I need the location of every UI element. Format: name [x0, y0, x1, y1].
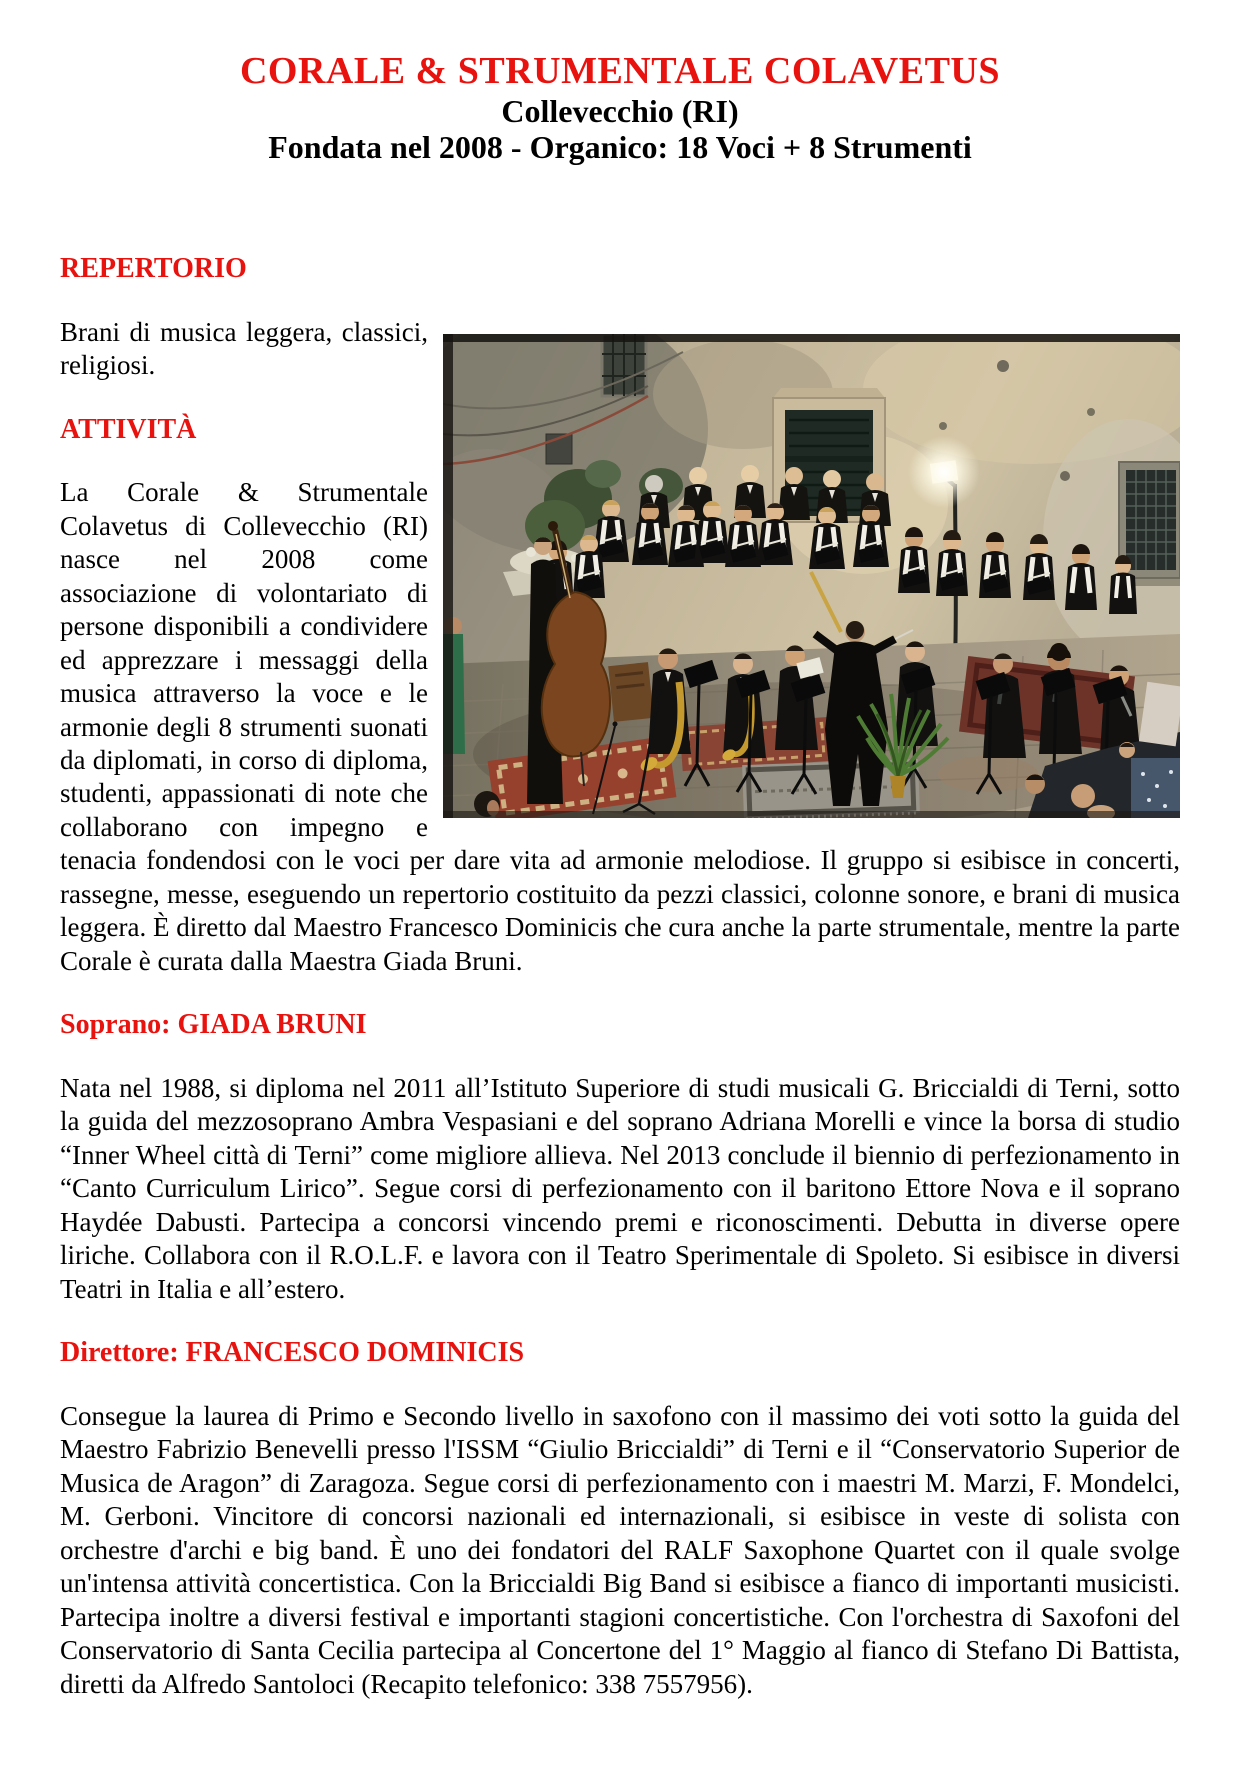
concert-photo [443, 334, 1180, 818]
document-body [60, 252, 1180, 1701]
concert-photo-illustration [443, 334, 1180, 818]
direttore-bio-text: Consegue la laurea di Primo e Secondo livello in saxofono con il massimo dei voti sotto la guida del Maestro Fabrizio Benevelli presso l'ISSM “Giulio Briccialdi” di Terni e il “Conservatorio Superior de Musica de Aragon” di Zaragoza. Segue corsi di perfezionamento con i maestri M. Marzi, F. Mondelci, M. Gerboni. Vincitore di concorsi nazionali ed internazionali, si esibisce in veste di solista con orchestre d'archi e big band. È uno dei fondatori del RALF Saxophone Quartet con il quale svolge un'intensa attività concertistica. Con la Briccialdi Big Band si esibisce a fianco di importanti musicisti. Partecipa inoltre a diversi festival e importanti stagioni concertistiche. Con l'orchestra di Saxofoni del Conservatorio di Santa Cecilia partecipa al Concertone del 1° Maggio al fianco di Stefano Di Battista, diretti da Alfredo Santoloci (Recapito telefonico: 338 7557956). [60, 1400, 1180, 1699]
page-title: CORALE & STRUMENTALE COLAVETUS [239, 50, 1000, 92]
section-heading-attivita: ATTIVITÀ [60, 413, 197, 445]
section-heading-repertorio: REPERTORIO [60, 253, 247, 285]
document-header [60, 50, 1180, 166]
attivita-text: La Corale & Strumentale Colavetus di Collevecchio (RI) nasce nel 2008 come associazione di volontariato di persone disponibili a condividere ed apprezzare i messaggi della musica attraverso la voce e le armonie degli 8 strumenti suonati da diplomati, in corso di diploma, studenti, appassionati di note che collaborano con impegno e tenacia fondendosi con le voci per dare vita ad armonie melodiose. Il gruppo si esibisce in concerti, rassegne, messe, eseguendo un repertorio costituito da pezzi classici, colonne sonore, e brani di musica leggera. È diretto dal Maestro Francesco Dominicis che cura anche la parte strumentale, mentre la parte Corale è curata dalla Maestra Giada Bruni. [60, 477, 1180, 976]
section-heading-soprano: Soprano: GIADA BRUNI [60, 1009, 367, 1041]
grated-window-left [602, 334, 646, 396]
soprano-bio-text: Nata nel 1988, si diploma nel 2011 all’Istituto Superiore di studi musicali G. Briccialdi di Terni, sotto la guida del mezzosoprano Ambra Vespasiani e del soprano Adriana Morelli e vince la borsa di studio “Inner Wheel città di Terni” come migliore allieva. Nel 2013 conclude il biennio di perfezionamento in “Canto Curriculum Lirico”. Segue corsi di perfezionamento con il baritono Ettore Nova e il soprano Haydée Dabusti. Partecipa a concorsi vincendo premi e riconoscimenti. Debutta in diverse opere liriche. Collabora con il R.O.L.F. e lavora con il Teatro Sperimentale di Spoleto. Si esibisce in diversi Teatri in Italia e all’estero. [60, 1072, 1180, 1304]
page-location: Collevecchio (RI) [501, 92, 739, 129]
wooden-chair [608, 662, 654, 722]
repertorio-text: Brani di musica leggera, classici, religiosi. [60, 316, 428, 381]
section-heading-direttore: Direttore: FRANCESCO DOMINICIS [60, 1337, 525, 1369]
page-founding-line: Fondata nel 2008 - Organico: 18 Voci + 8 Strumenti [268, 129, 972, 166]
lamp-glow [908, 436, 980, 508]
